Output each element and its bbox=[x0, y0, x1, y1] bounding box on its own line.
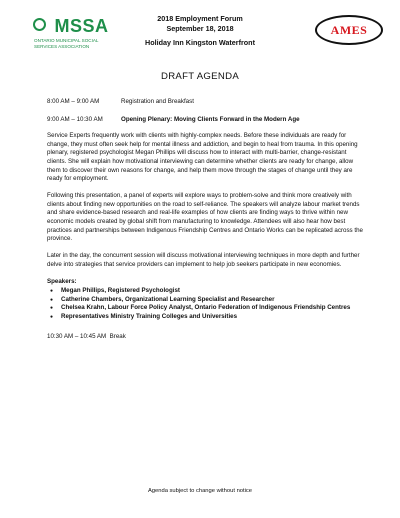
event-header bbox=[130, 14, 270, 48]
agenda-item-label: Registration and Breakfast bbox=[121, 98, 194, 105]
agenda-body bbox=[47, 98, 367, 341]
mssa-logo-subtitle: ONTARIO MUNICIPAL SOCIAL SERVICES ASSOCIATION bbox=[34, 38, 99, 49]
agenda-item-break bbox=[47, 333, 367, 342]
agenda-item-time: 9:00 AM – 10:30 AM bbox=[47, 115, 103, 123]
event-venue: Holiday Inn Kingston Waterfront bbox=[145, 38, 255, 47]
agenda-item bbox=[47, 116, 367, 125]
session-description: Following this presentation, a panel of experts will explore ways to problem-solve and think more creatively with clients about finding new opportunities on the road to self-reliance. The speakers will analyze labour market trends and share evidence-based research and real-life examples of how clients are finding ways to thrive within new economic models created by global shift from manufacturing to knowledge. Attendees will also hear how best practices and partnerships between Indigenous Friendship Centres and Ontario Works can be replicated across the province. bbox=[47, 192, 363, 243]
agenda-item bbox=[47, 98, 367, 107]
agenda-item-label: Break bbox=[109, 332, 126, 340]
speaker-item: ● Chelsea Krahn, Labour Force Policy Analyst, Ontario Federation of Indigenous Friendship Centres bbox=[47, 304, 367, 313]
speaker-item: ● Megan Phillips, Registered Psychologist bbox=[47, 287, 367, 296]
speakers-heading: Speakers: bbox=[47, 277, 77, 285]
speakers-list bbox=[47, 287, 367, 321]
agenda-item-time: 8:00 AM – 9:00 AM bbox=[47, 98, 100, 105]
speaker-item: ● Catherine Chambers, Organizational Learning Specialist and Researcher bbox=[47, 296, 367, 305]
session-description: Service Experts frequently work with clients with highly-complex needs. Before these individuals are ready for change, they must often seek help for mental illness and addiction, and begin to heal from trauma. In this opening plenary, registered psychologist Megan Phillips will discuss how to interact with multi-barrier, change-resistant clients. She will explain how motivational interviewing can determine whether clients are ready for change, allow them to discover their own reasons for change, and help them move through the stages of change until they are ready for employment. bbox=[47, 132, 358, 183]
footer-note: Agenda subject to change without notice bbox=[147, 488, 253, 494]
page-title: DRAFT AGENDA bbox=[160, 71, 240, 82]
ames-logo-text: AMES bbox=[330, 22, 368, 37]
agenda-item-label: Opening Plenary: Moving Clients Forward in the Modern Age bbox=[121, 115, 300, 123]
mssa-logo-wordmark: MSSA bbox=[54, 16, 109, 36]
speaker-item: ● Representatives Ministry Training Colleges and Universities bbox=[47, 313, 367, 322]
mssa-logo bbox=[33, 16, 125, 52]
event-date: September 18, 2018 bbox=[166, 24, 234, 33]
session-description: Later in the day, the concurrent session will discuss motivational interviewing techniques in more depth and further delve into strategies that service providers can implement to help job seekers participate in new economies. bbox=[47, 252, 360, 268]
event-name: 2018 Employment Forum bbox=[157, 14, 243, 23]
mssa-logo-circle-icon bbox=[33, 18, 46, 31]
ames-logo bbox=[315, 15, 383, 45]
agenda-item-time: 10:30 AM – 10:45 AM bbox=[47, 332, 107, 340]
